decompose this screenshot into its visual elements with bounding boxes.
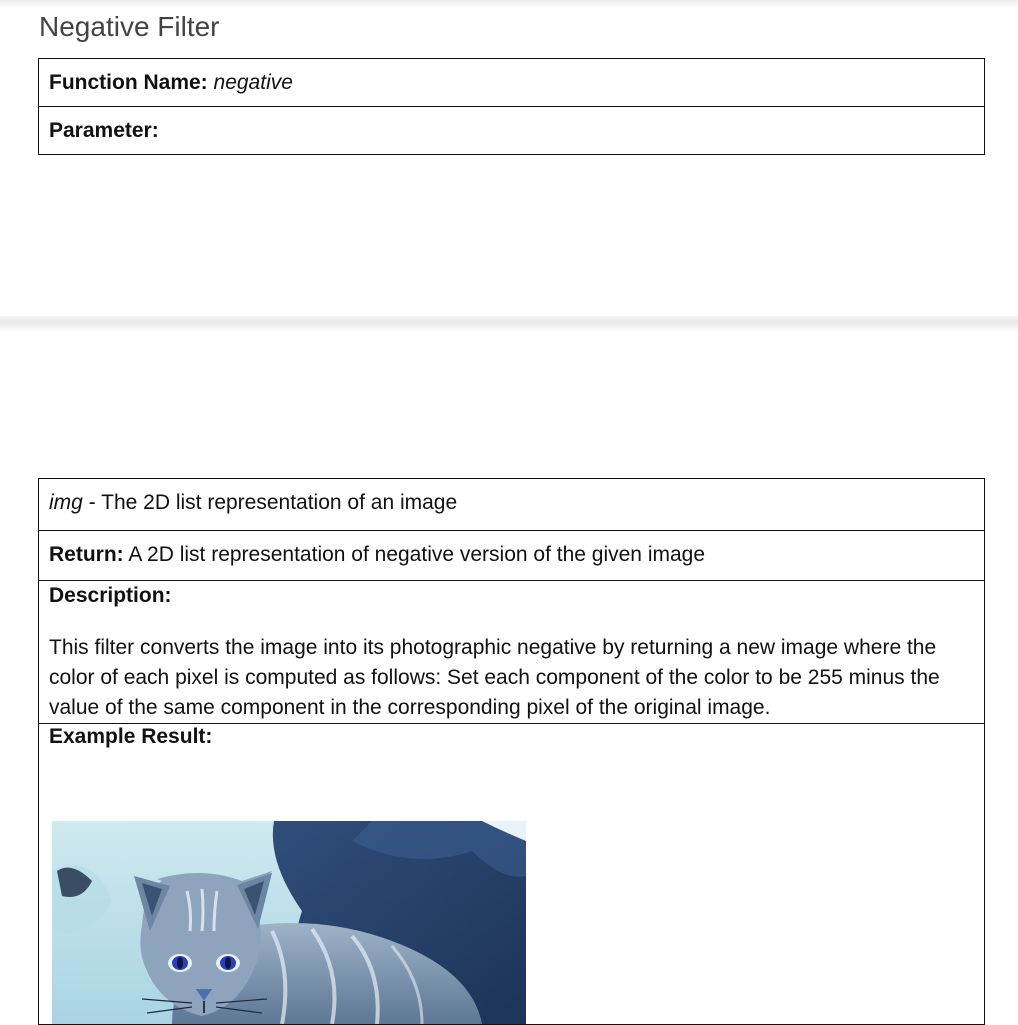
description-label: Description:: [49, 584, 172, 607]
function-name-label: Function Name:: [49, 71, 208, 94]
parameter-label: Parameter:: [49, 119, 159, 142]
return-value: A 2D list representation of negative version of the given image: [123, 543, 706, 566]
return-label: Return:: [49, 543, 124, 566]
param-name: img: [49, 491, 83, 514]
description-row: [39, 581, 985, 724]
param-description: - The 2D list representation of an image: [82, 491, 458, 514]
page-title: Negative Filter: [39, 11, 220, 42]
page-top-edge: [0, 0, 1018, 8]
parameter-img-row: [39, 479, 985, 531]
function-name-value: negative: [213, 71, 293, 94]
example-label: Example Result:: [49, 725, 213, 748]
function-info-table: [38, 58, 985, 155]
function-name-row: [39, 59, 985, 107]
parameter-row: [39, 107, 985, 155]
return-row: [39, 531, 985, 581]
negative-cat-illustration: [52, 821, 526, 1024]
negative-cat-image: [52, 821, 526, 1024]
page-break: [0, 316, 1018, 332]
description-text: This filter converts the image into its photographic negative by returning a new image where the color of each pixel is computed as follows: Set each component of the color to be 255 minus the value of the same component in the corresponding pixel of the original image.: [49, 636, 940, 719]
